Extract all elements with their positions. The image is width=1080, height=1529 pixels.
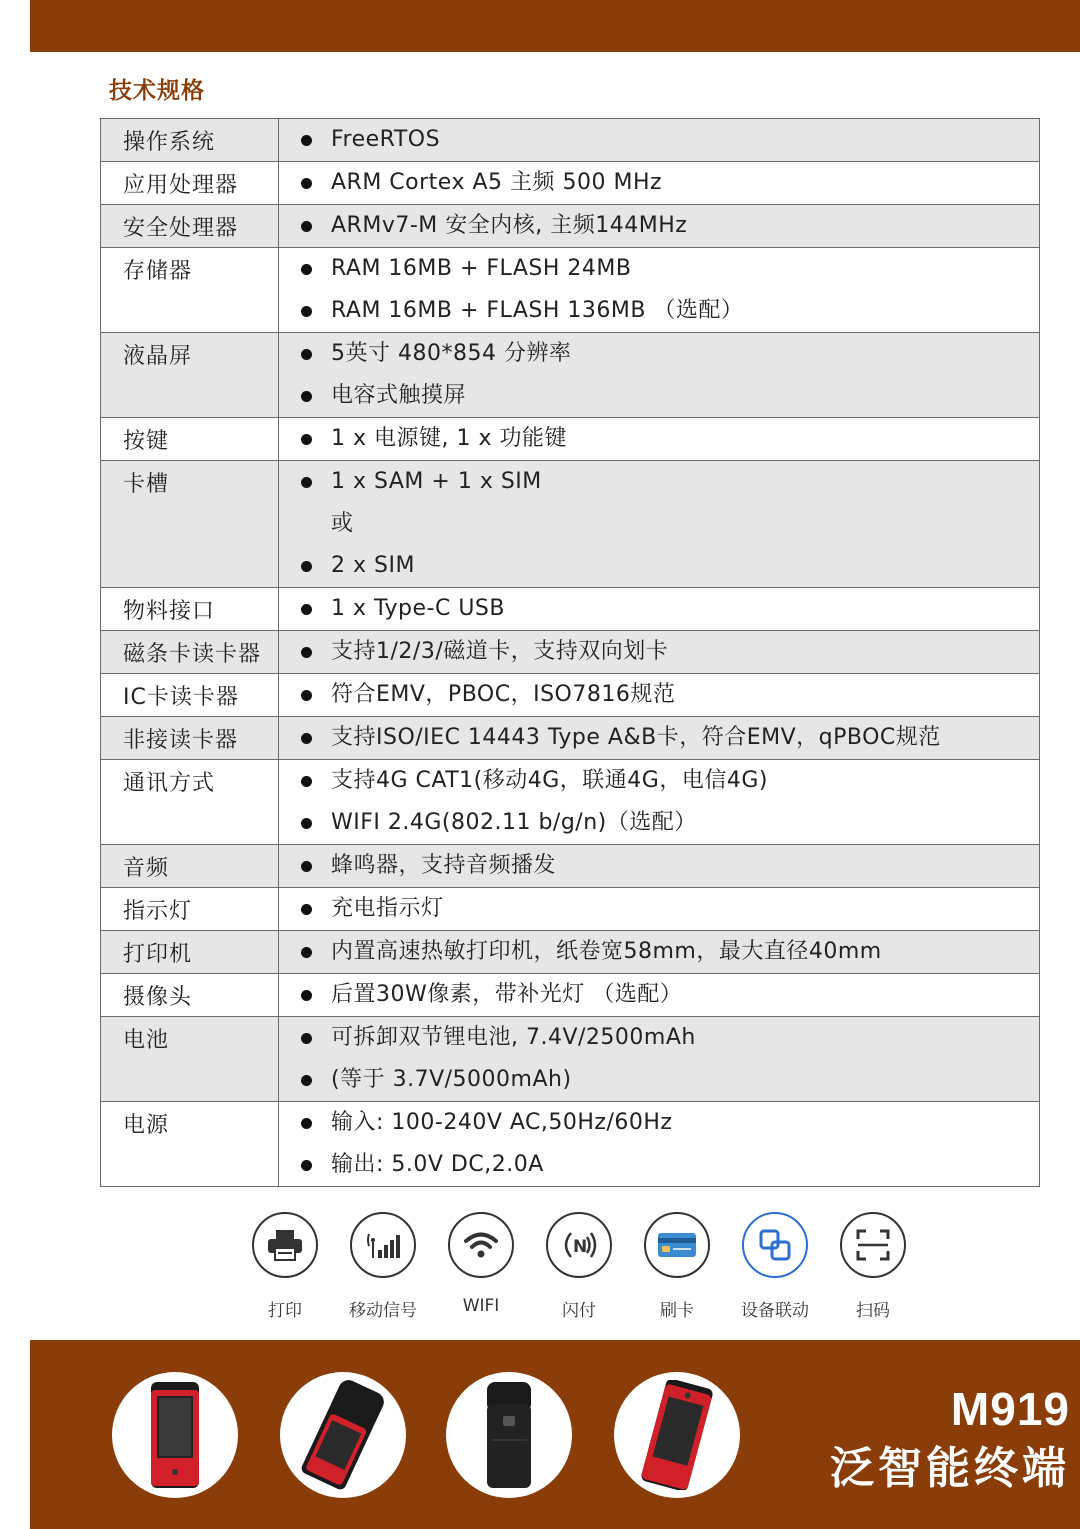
spec-value: 支持ISO/IEC 14443 Type A&B卡，符合EMV，qPBOC规范 [331,725,941,750]
bullet-icon [301,861,312,872]
spec-value-line [301,1102,1039,1144]
spec-values [279,974,1040,1017]
spec-value-line [301,461,1039,503]
bullet-icon [301,221,312,232]
spec-value-line [301,1144,1039,1186]
spec-value-line [301,888,1039,930]
feature-label: WIFI [462,1296,500,1316]
device-angled-image [280,1372,406,1498]
spec-label: 操作系统 [101,119,279,162]
spec-row [101,845,1040,888]
spec-row [101,205,1040,248]
spec-row [101,588,1040,631]
bullet-icon [301,561,312,572]
spec-value-line [301,333,1039,375]
spec-value: 充电指示灯 [331,896,444,921]
spec-row [101,119,1040,162]
spec-values [279,717,1040,760]
spec-value-line [301,631,1039,673]
spec-values [279,119,1040,162]
bullet-icon [301,349,312,360]
spec-value: 输出: 5.0V DC,2.0A [331,1152,544,1177]
feature-scan [828,1212,918,1321]
spec-label: 电池 [101,1017,279,1102]
spec-row [101,248,1040,333]
spec-row [101,888,1040,931]
bullet-icon [301,1118,312,1129]
spec-row [101,931,1040,974]
spec-label: 物料接口 [101,588,279,631]
printer-icon [252,1212,318,1278]
spec-value: ARM Cortex A5 主频 500 MHz [331,170,663,195]
spec-values [279,162,1040,205]
bullet-icon [301,434,312,445]
spec-value: 或 [331,511,354,536]
spec-label: 安全处理器 [101,205,279,248]
product-name: 泛智能终端 [830,1443,1070,1494]
feature-link [730,1212,820,1321]
bullet-icon [301,647,312,658]
signal-icon [350,1212,416,1278]
spec-label: 卡槽 [101,461,279,588]
bullet-icon [301,733,312,744]
spec-values [279,931,1040,974]
spec-label: 存储器 [101,248,279,333]
spec-value-line [301,588,1039,630]
spec-row [101,674,1040,717]
spec-value-line [301,717,1039,759]
feature-icons [240,1212,910,1322]
spec-value-line [301,760,1039,802]
spec-value: FreeRTOS [331,127,441,152]
feature-label: 刷卡 [660,1301,694,1321]
spec-value: 2 x SIM [331,553,415,578]
spec-values [279,333,1040,418]
bullet-icon [301,477,312,488]
spec-value: WIFI 2.4G(802.11 b/g/n)（选配） [331,810,697,835]
spec-row [101,333,1040,418]
feature-wifi [436,1212,526,1316]
spec-value-line [301,375,1039,417]
bullet-icon [301,391,312,402]
bottom-banner [30,1340,1080,1529]
spec-value: 支持4G CAT1(移动4G，联通4G，电信4G) [331,768,768,793]
spec-values [279,888,1040,931]
spec-value-line [301,674,1039,716]
spec-value: 1 x 电源键, 1 x 功能键 [331,426,567,451]
spec-value: 5英寸 480*854 分辨率 [331,341,572,366]
bullet-icon [301,1160,312,1171]
spec-row [101,1102,1040,1187]
spec-value: ARMv7-M 安全内核, 主频144MHz [331,213,688,238]
spec-label: 音频 [101,845,279,888]
spec-value-line [301,1059,1039,1101]
spec-values [279,205,1040,248]
spec-values [279,588,1040,631]
bullet-icon [301,818,312,829]
spec-value: RAM 16MB + FLASH 24MB [331,256,632,281]
feature-label: 扫码 [856,1301,890,1321]
spec-label: 按键 [101,418,279,461]
spec-label: 液晶屏 [101,333,279,418]
spec-label: 应用处理器 [101,162,279,205]
svg-text:N: N [573,1237,588,1257]
wifi-icon [448,1212,514,1278]
spec-label: 打印机 [101,931,279,974]
bullet-icon [301,776,312,787]
spec-row [101,631,1040,674]
spec-row [101,418,1040,461]
spec-value: 1 x Type-C USB [331,596,505,621]
bullet-icon [301,990,312,1001]
spec-label: 非接读卡器 [101,717,279,760]
bullet-icon [301,904,312,915]
spec-value: 后置30W像素，带补光灯 （选配） [331,982,683,1007]
spec-values [279,1017,1040,1102]
spec-table [100,118,1040,1187]
section-title: 技术规格 [109,78,205,104]
spec-value-line [301,205,1039,247]
feature-label: 打印 [268,1301,302,1321]
spec-value: 蜂鸣器，支持音频播发 [331,853,557,878]
bullet-icon [301,1075,312,1086]
spec-row [101,717,1040,760]
bullet-icon [301,604,312,615]
spec-value-line [301,503,1039,545]
bullet-icon [301,306,312,317]
card-icon [644,1212,710,1278]
spec-values [279,418,1040,461]
spec-row [101,760,1040,845]
spec-value: 支持1/2/3/磁道卡，支持双向划卡 [331,639,669,664]
feature-label: 设备联动 [741,1301,809,1321]
bullet-icon [301,947,312,958]
spec-label: 电源 [101,1102,279,1187]
spec-value: 内置高速热敏打印机，纸卷宽58mm，最大直径40mm [331,939,882,964]
spec-label: 摄像头 [101,974,279,1017]
spec-values [279,760,1040,845]
spec-label: 通讯方式 [101,760,279,845]
spec-value: RAM 16MB + FLASH 136MB （选配） [331,298,744,323]
spec-values [279,248,1040,333]
spec-value-line [301,248,1039,290]
spec-row [101,162,1040,205]
bullet-icon [301,690,312,701]
spec-row [101,461,1040,588]
device-front-image [112,1372,238,1498]
spec-value-line [301,931,1039,973]
spec-values [279,631,1040,674]
spec-value-line [301,545,1039,587]
bullet-icon [301,1033,312,1044]
bullet-icon [301,178,312,189]
scan-icon [840,1212,906,1278]
device-tilted-image [614,1372,740,1498]
feature-print [240,1212,330,1321]
spec-values [279,1102,1040,1187]
spec-label: 磁条卡读卡器 [101,631,279,674]
spec-value: 输入: 100-240V AC,50Hz/60Hz [331,1110,673,1135]
spec-values [279,674,1040,717]
spec-value-line [301,119,1039,161]
feature-nfc [534,1212,624,1321]
spec-row [101,974,1040,1017]
spec-value: 电容式触摸屏 [331,383,467,408]
spec-value-line [301,845,1039,887]
spec-value-line [301,418,1039,460]
feature-label: 移动信号 [349,1301,417,1321]
spec-value: 符合EMV，PBOC，ISO7816规范 [331,682,676,707]
spec-value: 1 x SAM + 1 x SIM [331,469,542,494]
feature-label: 闪付 [562,1301,596,1321]
spec-values [279,845,1040,888]
link-icon [742,1212,808,1278]
spec-label: IC卡读卡器 [101,674,279,717]
feature-card [632,1212,722,1321]
product-model: M919 [950,1383,1070,1435]
bullet-icon [301,264,312,275]
spec-value: 可拆卸双节锂电池, 7.4V/2500mAh [331,1025,696,1050]
spec-label: 指示灯 [101,888,279,931]
spec-value-line [301,974,1039,1016]
nfc-icon [546,1212,612,1278]
spec-value-line [301,290,1039,332]
spec-value: (等于 3.7V/5000mAh) [331,1067,572,1092]
bullet-icon [301,135,312,146]
spec-row [101,1017,1040,1102]
spec-value-line [301,162,1039,204]
feature-signal [338,1212,428,1321]
spec-values [279,461,1040,588]
spec-value-line [301,1017,1039,1059]
device-back-image [446,1372,572,1498]
spec-value-line [301,802,1039,844]
top-banner [30,0,1080,52]
